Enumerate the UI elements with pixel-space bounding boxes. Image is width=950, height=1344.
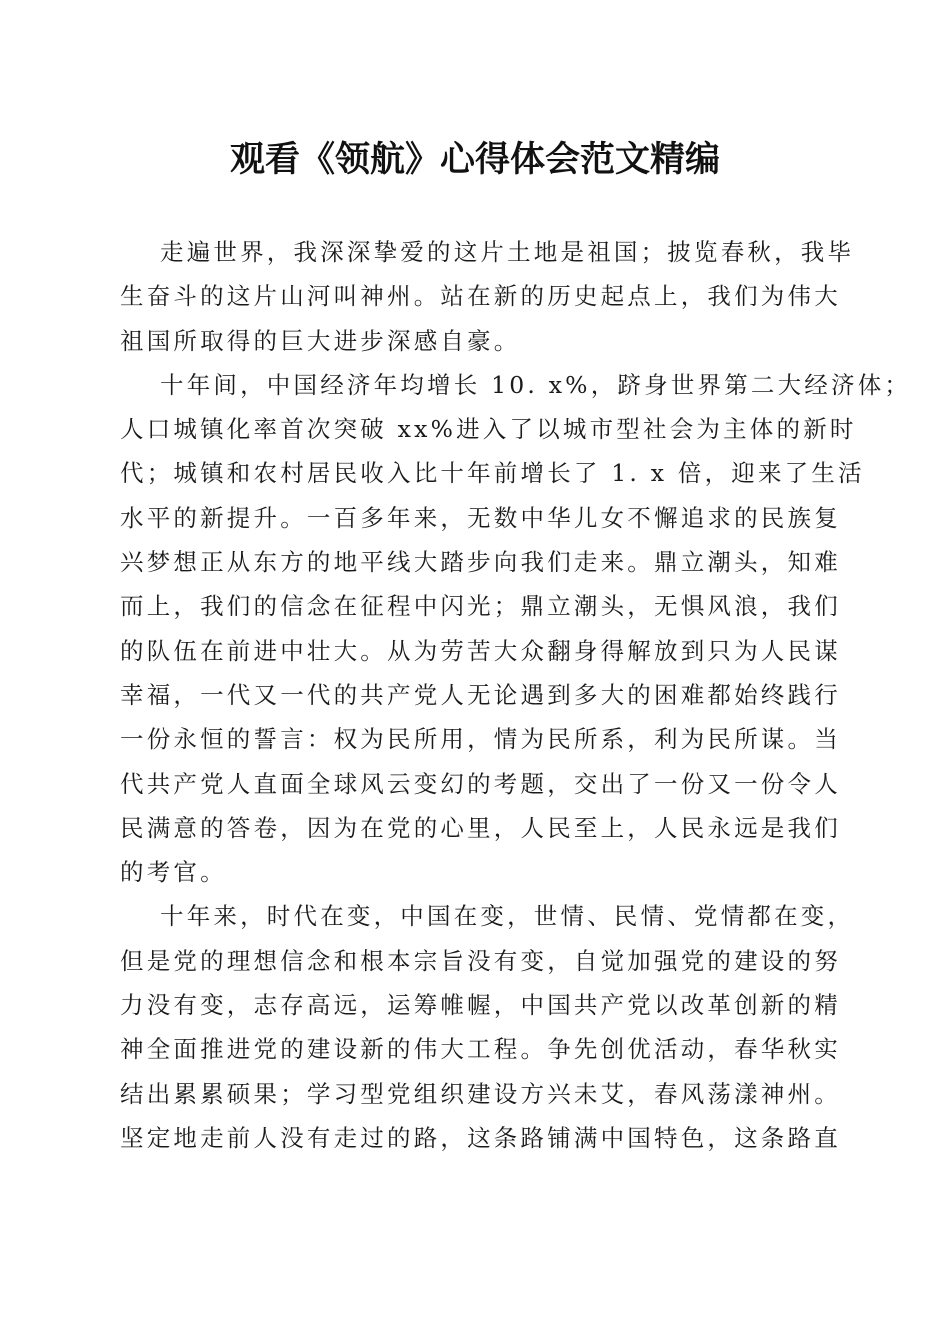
document-title: 观看《领航》心得体会范文精编	[229, 139, 720, 180]
paragraph-3	[120, 894, 855, 1160]
text-line: 祖国所取得的巨大进步深感自豪。	[120, 326, 521, 355]
text-line: 结出累累硕果；学习型党组织建设方兴未艾，春风荡漾神州。	[120, 1079, 841, 1108]
text-line: 的考官。	[120, 858, 227, 887]
paragraph-1	[120, 230, 855, 363]
text-line: 力没有变，志存高远，运筹帷幄，中国共产党以改革创新的精	[120, 991, 841, 1020]
text-line: 兴梦想正从东方的地平线大踏步向我们走来。鼎立潮头，知难	[120, 548, 841, 577]
text-line: 民满意的答卷，因为在党的心里，人民至上，人民永远是我们	[120, 813, 841, 842]
text-line: 一份永恒的誓言：权为民所用，情为民所系，利为民所谋。当	[120, 725, 841, 754]
text-line: 十年间，中国经济年均增长 10. x%，跻身世界第二大经济体；	[160, 370, 912, 399]
text-line: 的队伍在前进中壮大。从为劳苦大众翻身得解放到只为人民谋	[120, 636, 841, 665]
text-line: 但是党的理想信念和根本宗旨没有变，自觉加强党的建设的努	[120, 946, 841, 975]
text-line: 幸福，一代又一代的共产党人无论遇到多大的困难都始终践行	[120, 680, 841, 709]
text-line: 生奋斗的这片山河叫神州。站在新的历史起点上，我们为伟大	[120, 282, 841, 311]
text-line: 走遍世界，我深深挚爱的这片土地是祖国；披览春秋，我毕	[160, 238, 855, 266]
text-line: 代共产党人直面全球风云变幻的考题，交出了一份又一份令人	[120, 769, 841, 798]
text-line: 神全面推进党的建设新的伟大工程。争先创优活动，春华秋实	[120, 1035, 841, 1064]
text-line: 人口城镇化率首次突破 xx%进入了以城市型社会为主体的新时	[120, 415, 857, 444]
text-line: 坚定地走前人没有走过的路，这条路铺满中国特色，这条路直	[120, 1123, 841, 1152]
text-line: 而上，我们的信念在征程中闪光；鼎立潮头，无惧风浪，我们	[120, 592, 841, 621]
paragraph-2	[120, 363, 912, 895]
text-line: 水平的新提升。一百多年来，无数中华儿女不懈追求的民族复	[120, 503, 841, 532]
text-line: 十年来，时代在变，中国在变，世情、民情、党情都在变，	[160, 902, 855, 931]
text-line: 代；城镇和农村居民收入比十年前增长了 1. x 倍，迎来了生活	[120, 459, 865, 488]
document-body	[120, 230, 912, 1160]
